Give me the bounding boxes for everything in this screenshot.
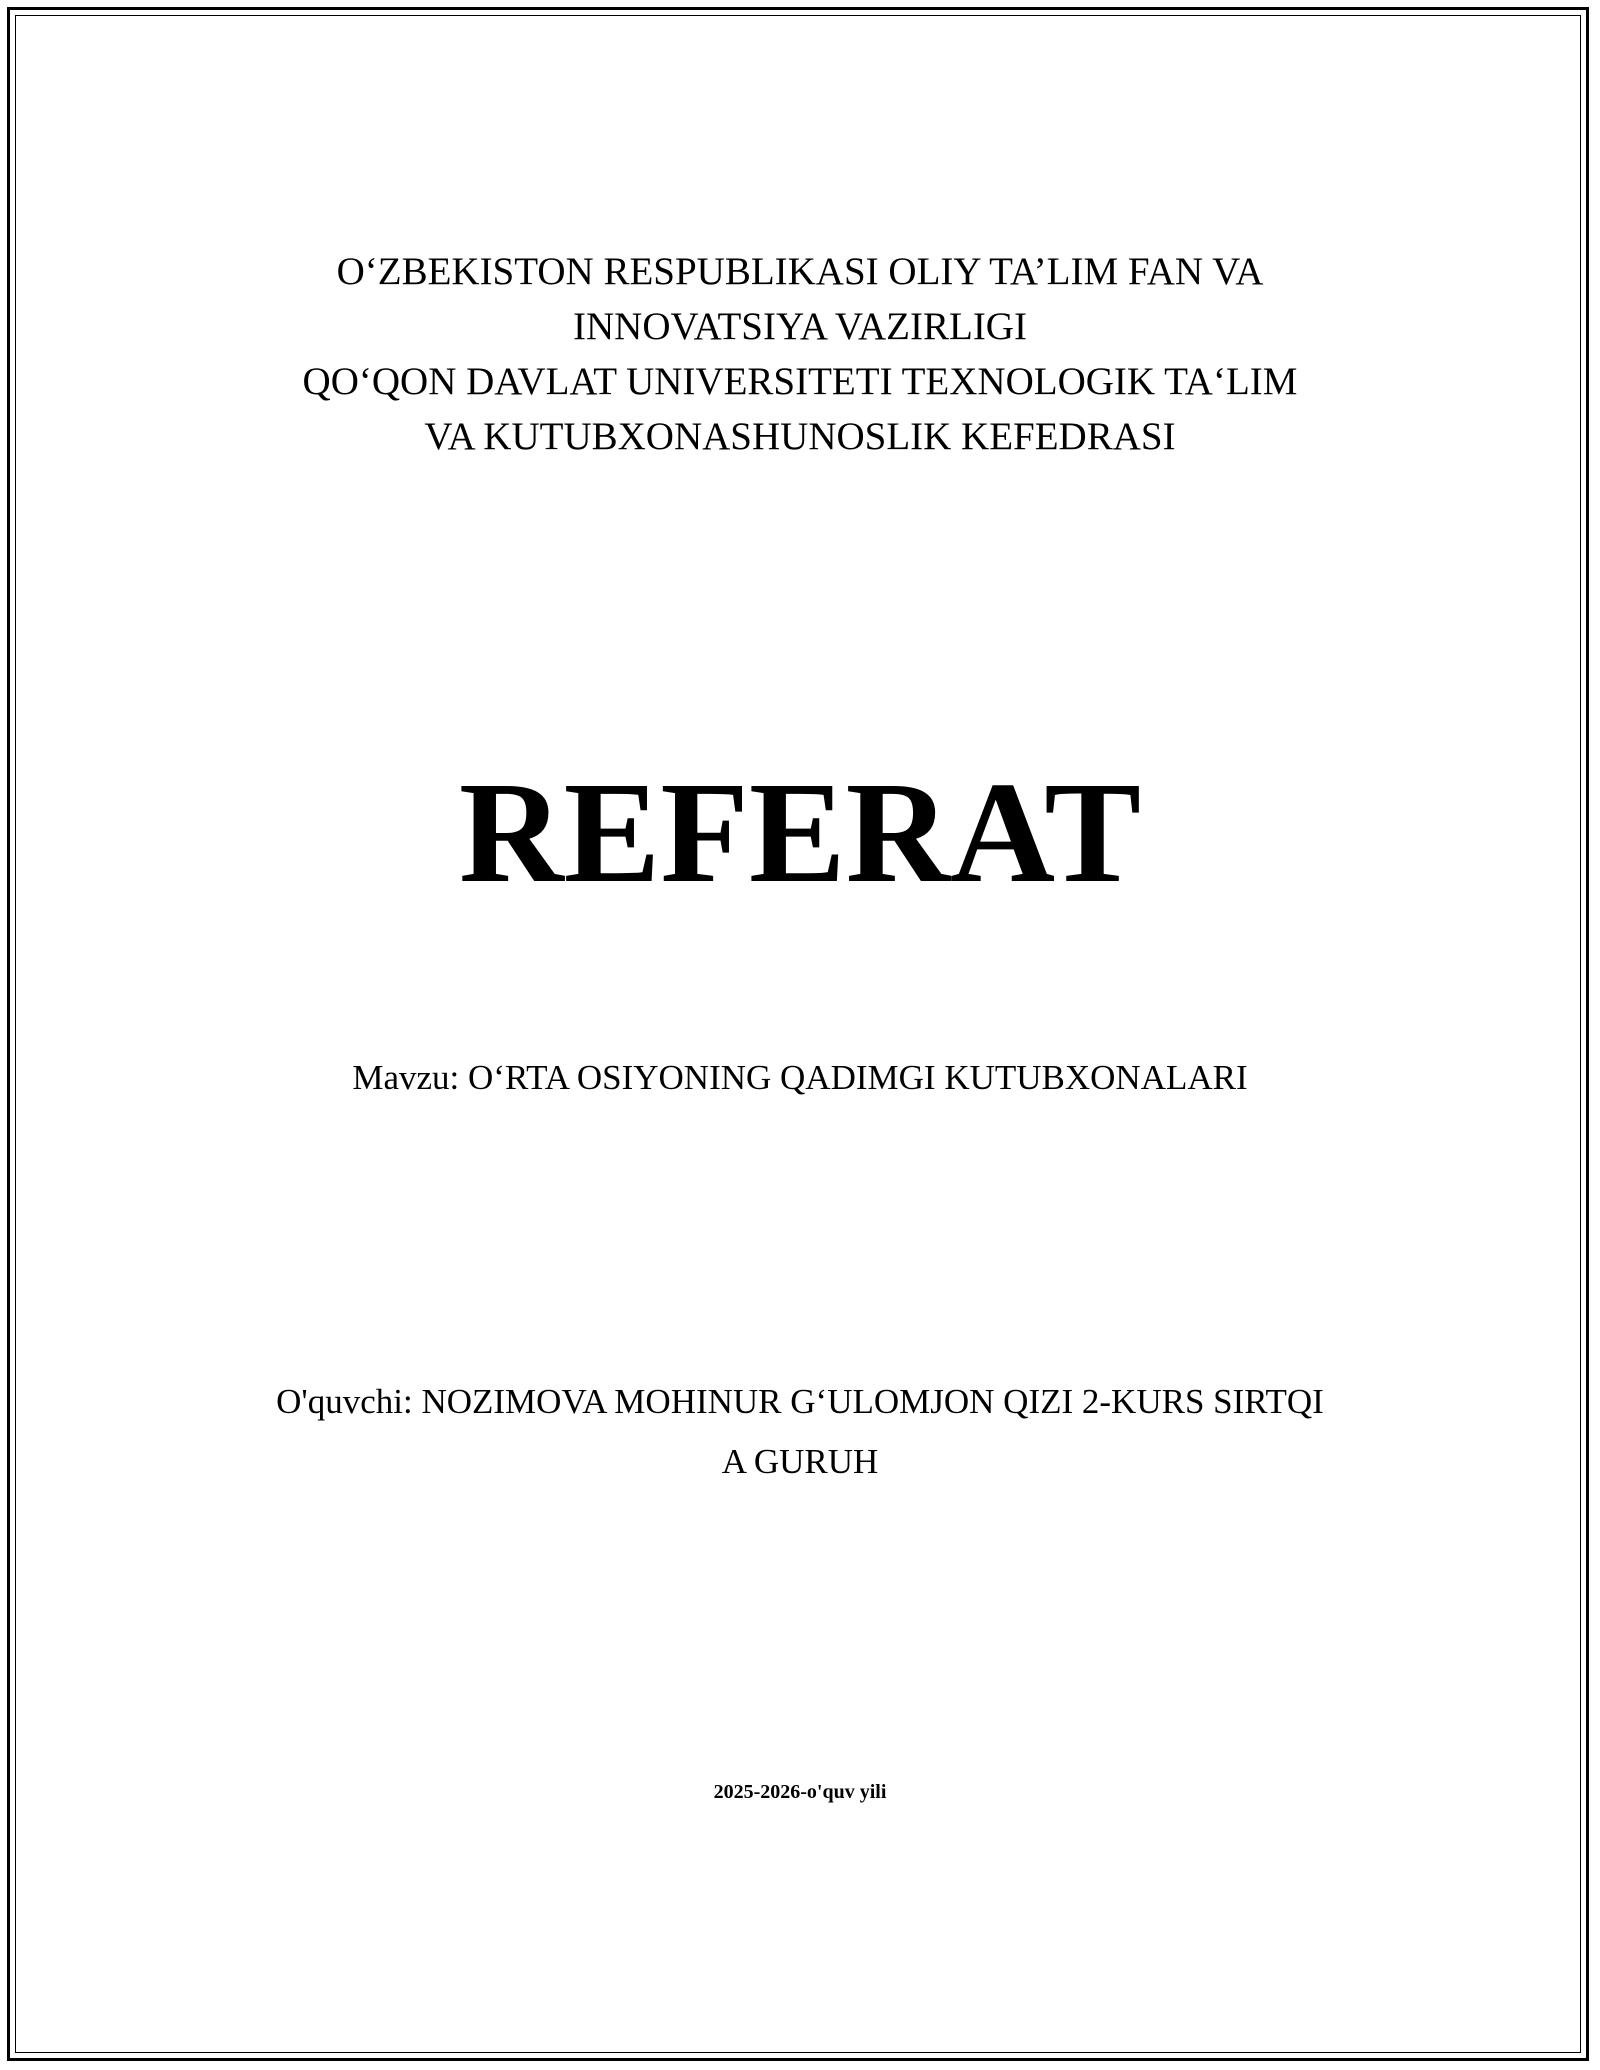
header-line: INNOVATSIYA VAZIRLIGI (573, 305, 1027, 348)
header-line: VA KUTUBXONASHUNOSLIK KEFEDRASI (424, 415, 1176, 458)
institution-header (200, 244, 1400, 464)
topic-line: Mavzu: O‘RTA OSIYONING QADIMGI KUTUBXONALARI (352, 1058, 1248, 1097)
student-line: A GURUH (721, 1442, 879, 1481)
academic-year: 2025-2026-o'quv yili (713, 1781, 887, 1803)
document-title: REFERAT (458, 753, 1142, 913)
header-line: QO‘QON DAVLAT UNIVERSITETI TEXNOLOGIK TA‘LIM (302, 360, 1298, 403)
student-line: O'quvchi: NOZIMOVA MOHINUR G‘ULOMJON QIZI 2-KURS SIRTQI (276, 1382, 1324, 1421)
header-line: O‘ZBEKISTON RESPUBLIKASI OLIY TA’LIM FAN VA (336, 250, 1264, 293)
student-info (200, 1372, 1400, 1492)
